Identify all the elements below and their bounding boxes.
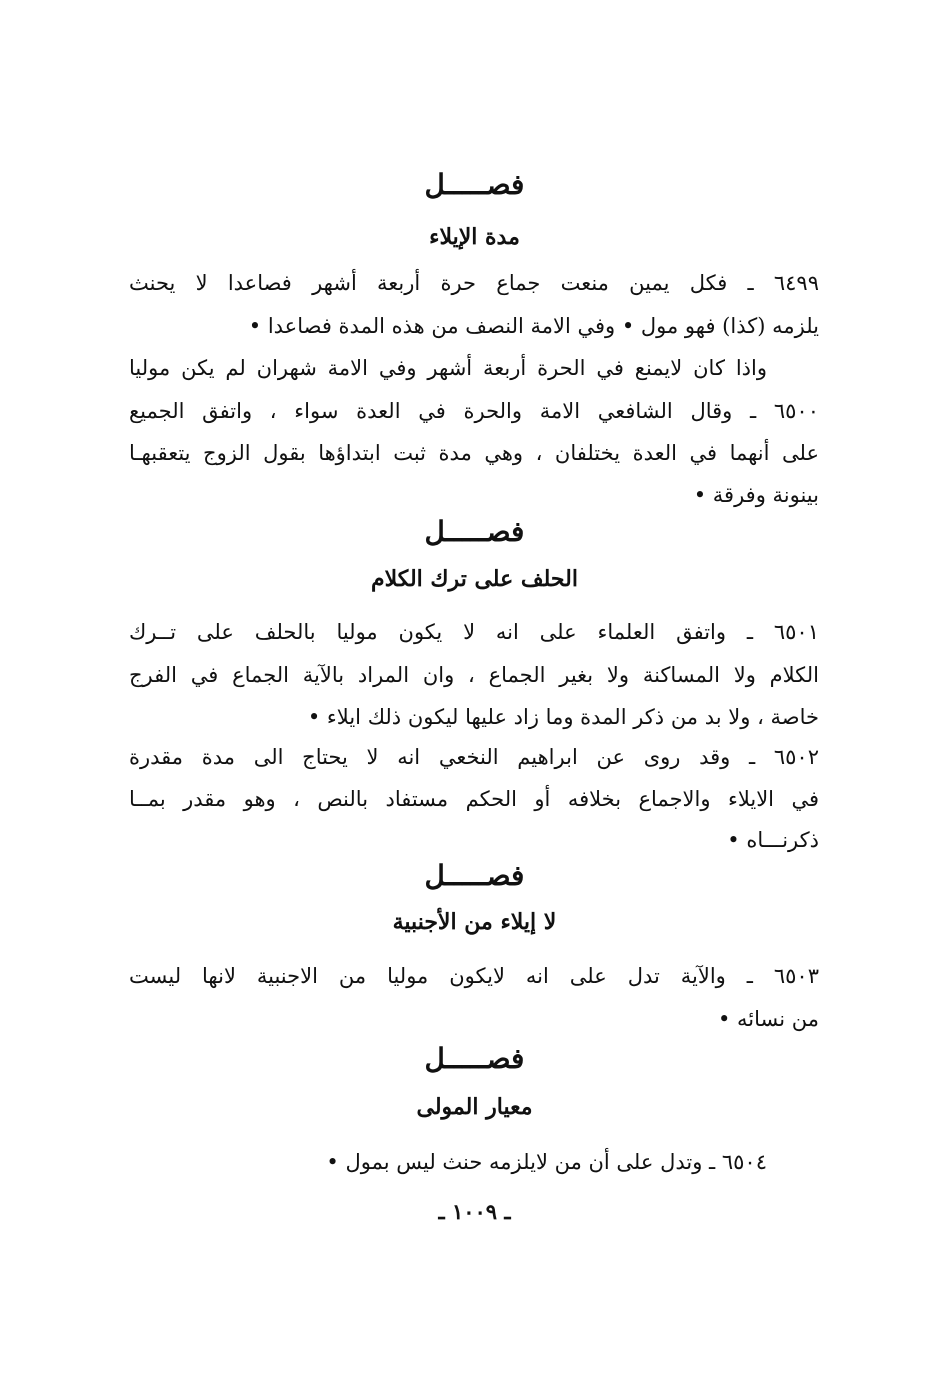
section-heading: فصـــــل — [424, 168, 525, 201]
text-line: ٦٥٠٤ ـ وتدل على أن من لايلزمه حنث ليس بمول • — [326, 1150, 767, 1174]
text-line: واذا كان لايمنع في الحرة أربعة أشهر وفي الامة شهران لم يكن موليا — [129, 356, 767, 380]
text-line: في الايلاء والاجماع بخلافه أو الحكم مستفاد بالنص ، وهو مقدر بمــا — [129, 787, 819, 811]
section-heading: فصـــــل — [424, 859, 525, 892]
text-line: يلزمه (كذا) فهو مول • وفي الامة النصف من هذه المدة فصاعدا • — [248, 314, 819, 338]
text-line: بينونة وفرقة • — [693, 483, 819, 507]
text-line: ٦٥٠٢ ـ وقد روى عن ابراهيم النخعي انه لا يحتاج الى مدة مقدرة — [129, 745, 819, 769]
page-number: ـ ١٠٠٩ ـ — [438, 1199, 511, 1224]
text-line: من نسائه • — [717, 1007, 819, 1031]
text-line: ذكرنـــاه • — [727, 828, 819, 852]
text-line: ٦٥٠٣ ـ والآية تدل على انه لايكون موليا من الاجنبية لانها ليست — [129, 964, 819, 988]
text-line: خاصة ، ولا بد من ذكر المدة وما زاد عليها ليكون ذلك ايلاء • — [307, 705, 819, 729]
text-line: ٦٥٠١ ـ واتفق العلماء على انه لا يكون موليا بالحلف على تــرك — [129, 620, 819, 644]
text-line: ٦٥٠٠ ـ وقال الشافعي الامة والحرة في العدة سواء ، واتفق الجميع — [129, 399, 819, 423]
text-line: على أنهما في العدة يختلفان ، وهي مدة ثبت ابتداؤها بقول الزوج يتعقبهـا — [129, 441, 819, 465]
text-line: الكلام ولا المساكنة ولا بغير الجماع ، وان المراد بالآية الجماع في الفرج — [129, 663, 819, 687]
section-title: لا إيلاء من الأجنبية — [392, 909, 557, 935]
section-heading: فصـــــل — [424, 515, 525, 548]
section-title: مدة الإيلاء — [429, 224, 520, 250]
section-heading: فصـــــل — [424, 1042, 525, 1075]
section-title: معيار المولى — [416, 1094, 533, 1120]
text-line: ٦٤٩٩ ـ فكل يمين منعت جماع حرة أربعة أشهر فصاعدا لا يحنث — [129, 271, 819, 295]
section-title: الحلف على ترك الكلام — [371, 566, 578, 592]
